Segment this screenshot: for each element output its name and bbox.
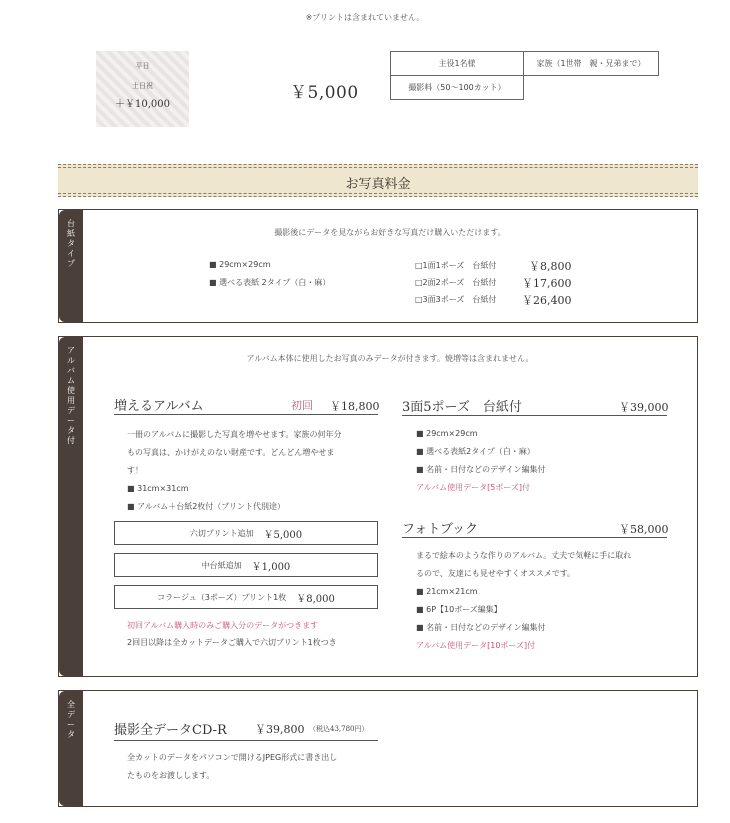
first-time-label: 初回 (291, 399, 313, 412)
option-label: □2面2ポーズ 台紙付 (415, 278, 497, 287)
title-underline (114, 740, 378, 741)
base-price: ￥5,000 (290, 83, 359, 103)
section-title: 増えるアルバム (114, 399, 204, 414)
tab-label: 全データ (67, 700, 75, 739)
section-title: フォトブック (402, 522, 479, 537)
day-price-box (96, 51, 189, 127)
weekend-label: 土日祝 (132, 82, 153, 90)
panel-note: アルバム本体に使用したお写真のみデータが付きます。焼増等は含まれません。 (246, 354, 534, 363)
second-purchase-note: 2回目以降は全カットデータご購入で六切プリント1枚つき (127, 638, 337, 647)
panel-mount-type (58, 209, 698, 323)
section-desc: ■ 29cm×29cm ■ 選べる表紙2タイプ（白・麻） ■ 名前・日付などのデザイン編集付 アルバム使用データ[5ポーズ]付 (416, 429, 546, 492)
section-desc: まるで絵本のような作りのアルバム。丈夫で気軽に手に取れ るので、友達にも見せやすくオススメです。 ■ 21cm×21cm ■ 6P【10ポーズ編集】 ■ 名前・日付などのデザイン編集付 アルバム使用データ[10ポーズ]付 (416, 551, 632, 650)
section-title: 3面5ポーズ 台紙付 (402, 400, 522, 415)
role-lead-cell: 主役1名様 (390, 51, 524, 76)
tab-label: 台紙タイプ (67, 219, 75, 268)
panel-tab (59, 337, 83, 676)
option-price: ￥17,600 (522, 277, 572, 290)
option-price: ￥26,400 (522, 294, 572, 307)
title-underline (114, 414, 378, 415)
first-purchase-note: 初回アルバム購入時のみご購入分のデータがつきます (127, 621, 319, 630)
panel-tab (59, 210, 83, 322)
banner-title: お写真料金 (345, 177, 411, 192)
option-label: □1面1ポーズ 台紙付 (415, 261, 497, 270)
panel-tab (59, 691, 83, 806)
tax-note: （税込43,780円） (309, 725, 369, 733)
weekday-label: 平日 (135, 62, 150, 70)
section-title: 撮影全データCD-R (114, 723, 227, 738)
section-desc: 全カットのデータをパソコンで開けるJPEG形式に書き出し たものをお渡しします。 (127, 753, 338, 780)
section-price: ￥39,800 (255, 723, 305, 736)
feature-size: ■ 29cm×29cm (209, 260, 271, 269)
title-underline (402, 537, 667, 538)
tab-label: アルバム使用データ付 (67, 346, 75, 445)
section-price: ￥39,000 (619, 401, 669, 414)
panel-all-data (58, 690, 698, 807)
addon-mount: 中台紙追加 ￥1,000 (114, 553, 378, 577)
weekend-price: ＋￥10,000 (115, 99, 170, 110)
title-underline (402, 415, 667, 416)
feature-cover: ■ 選べる表紙 2タイプ（白・麻） (209, 278, 331, 287)
top-note: ※プリントは含まれていません。 (305, 13, 425, 22)
section-desc: 一冊のアルバムに撮影した写真を増やせます。家族の何年分 もの写真は、かけがえのない財産です。どんどん増やせま す！ ■ 31cm×31cm ■ アルバム＋台紙2枚付（プリント代別途） (127, 430, 342, 511)
panel-album-data (58, 336, 698, 677)
role-shots-cell: 撮影料（50〜100カット） (390, 75, 524, 100)
option-label: □3面3ポーズ 台紙付 (415, 295, 497, 304)
price-banner (58, 164, 698, 197)
role-family-cell: 家族（1世帯 親・兄弟まで） (523, 51, 659, 76)
section-price: ￥18,800 (330, 400, 380, 413)
addon-print: 六切プリント追加 ￥5,000 (114, 521, 378, 545)
addon-collage: コラージュ（3ポーズ）プリント1枚 ￥8,000 (114, 585, 378, 609)
section-price: ￥58,000 (619, 523, 669, 536)
panel-note: 撮影後にデータを見ながらお好きな写真だけ購入いただけます。 (274, 228, 506, 237)
option-price: ￥8,800 (529, 260, 572, 273)
